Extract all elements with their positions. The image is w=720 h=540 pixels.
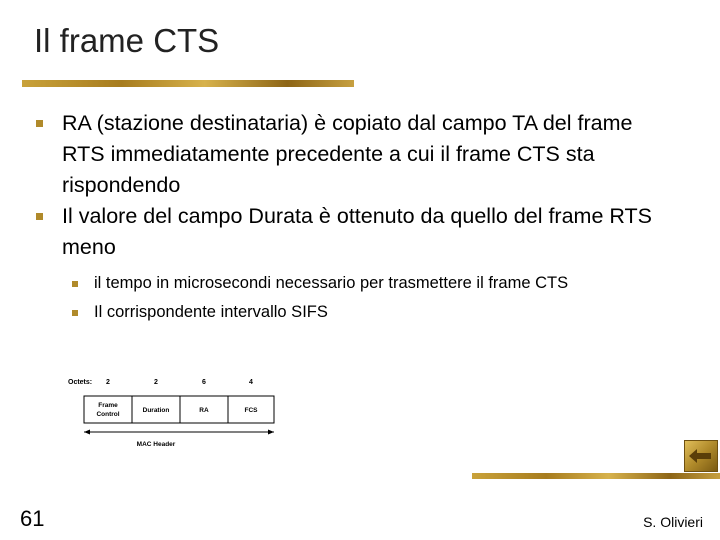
field-frame-control-line2: Control xyxy=(96,411,120,418)
octets-value: 6 xyxy=(202,379,206,386)
return-arrow-glyph-icon xyxy=(685,441,717,471)
octets-value: 2 xyxy=(154,379,158,386)
field-frame-control-line1: Frame xyxy=(98,402,118,409)
mac-header-label: MAC Header xyxy=(136,441,176,448)
bullet-square-icon xyxy=(36,120,43,127)
page-number: 61 xyxy=(20,506,45,531)
bullet-text: RA (stazione destinataria) è copiato dal campo TA del frame RTS immediatamente precedente a cui il frame CTS sta rispondendo xyxy=(62,111,633,197)
cts-frame-diagram xyxy=(64,370,294,454)
bullet-list xyxy=(34,108,694,327)
subbullet-item xyxy=(72,269,694,298)
bullet-square-icon xyxy=(36,213,43,220)
subbullet-item xyxy=(72,298,694,327)
octets-label: Octets: xyxy=(68,379,93,386)
title-divider xyxy=(22,80,354,87)
slide-title: Il frame CTS xyxy=(34,22,220,59)
return-arrow-icon[interactable] xyxy=(684,440,718,472)
field-ra: RA xyxy=(199,407,209,414)
subbullet-text: Il corrispondente intervallo SIFS xyxy=(94,303,328,321)
field-duration: Duration xyxy=(142,407,170,414)
arrow-left-icon xyxy=(84,430,90,435)
bullet-square-icon xyxy=(72,310,78,316)
octets-value: 2 xyxy=(106,379,110,386)
subbullet-text: il tempo in microsecondi necessario per trasmettere il frame CTS xyxy=(94,274,569,292)
bullet-text: Il valore del campo Durata è ottenuto da quello del frame RTS meno xyxy=(62,204,652,259)
field-fcs: FCS xyxy=(244,407,258,414)
bullet-item xyxy=(34,201,694,263)
bullet-square-icon xyxy=(72,281,78,287)
bullet-item xyxy=(34,108,694,201)
author-label: S. Olivieri xyxy=(643,514,703,530)
arrow-right-icon xyxy=(268,430,274,435)
octets-value: 4 xyxy=(249,379,253,386)
footer-divider xyxy=(472,473,720,479)
